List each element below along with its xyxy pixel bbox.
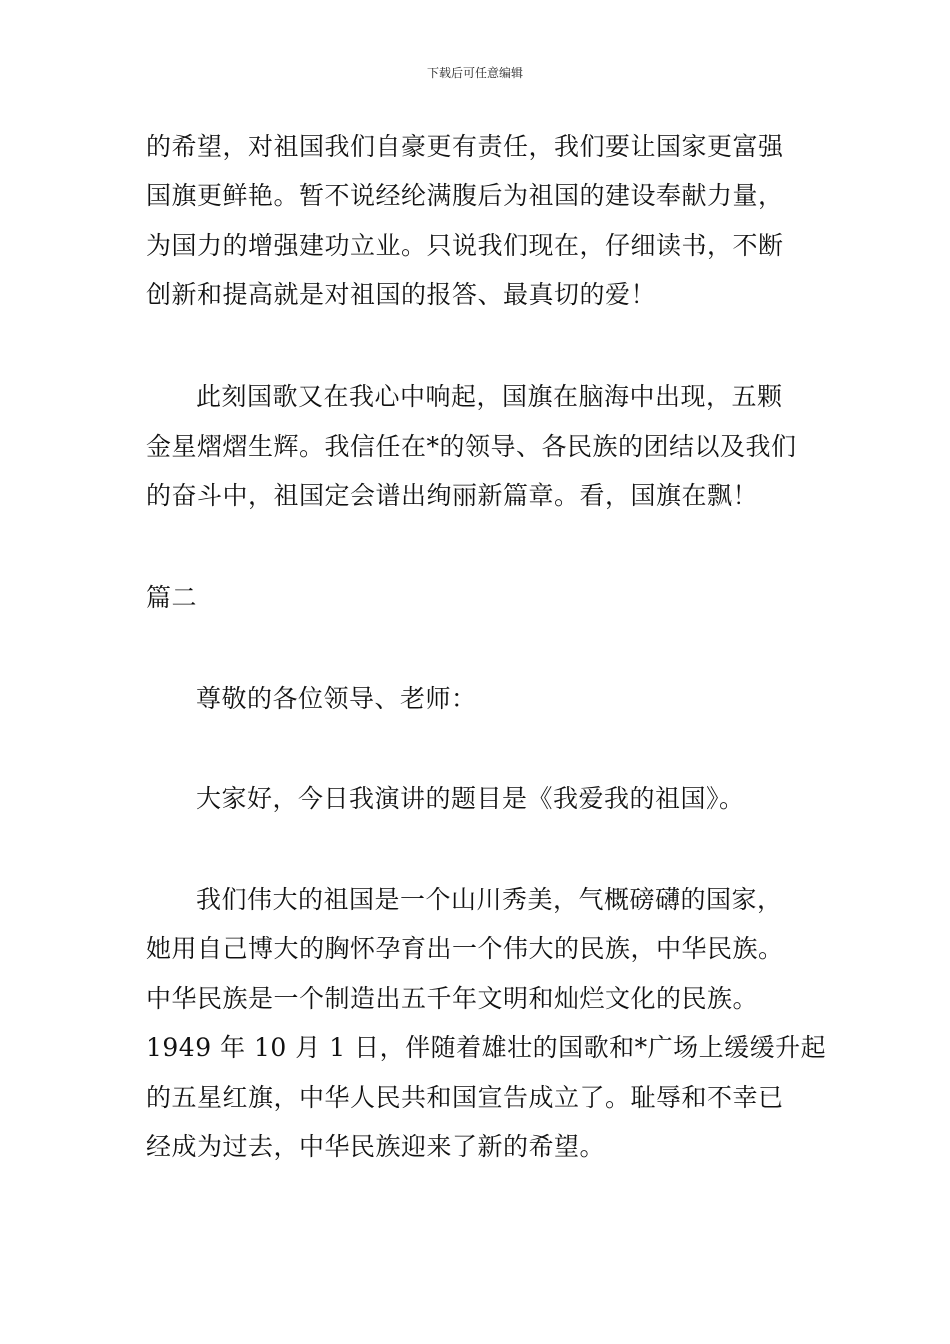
text-line: 创新和提高就是对祖国的报答、最真切的爱！ bbox=[146, 280, 657, 309]
text-line: 的五星红旗，中华人民共和国宣告成立了。耻辱和不幸已 bbox=[146, 1083, 784, 1112]
section-heading: 篇二 bbox=[146, 583, 198, 612]
salutation: 尊敬的各位领导、老师： bbox=[196, 684, 477, 713]
text-line: 她用自己博大的胸怀孕育出一个伟大的民族，中华民族。 bbox=[146, 934, 784, 963]
page-header: 下载后可任意编辑 bbox=[426, 66, 523, 80]
text-line: 大家好，今日我演讲的题目是《我爱我的祖国》。 bbox=[196, 784, 745, 813]
text-line: 国旗更鲜艳。暂不说经纶满腹后为祖国的建设奉献力量， bbox=[146, 181, 784, 210]
text-line: 金星熠熠生辉。我信任在*的领导、各民族的团结以及我们 bbox=[146, 432, 797, 461]
text-line: 此刻国歌又在我心中响起，国旗在脑海中出现，五颗 bbox=[196, 382, 783, 411]
text-line: 经成为过去，中华民族迎来了新的希望。 bbox=[146, 1132, 606, 1161]
text-line: 为国力的增强建功立业。只说我们现在，仔细读书，不断 bbox=[146, 231, 784, 260]
text-line: 中华民族是一个制造出五千年文明和灿烂文化的民族。 bbox=[146, 984, 759, 1013]
text-line: 的奋斗中，祖国定会谱出绚丽新篇章。看，国旗在飘！ bbox=[146, 481, 759, 510]
text-line: 1949 年 10 月 1 日，伴随着雄壮的国歌和*广场上缓缓升起 bbox=[146, 1033, 827, 1062]
text-line: 我们伟大的祖国是一个山川秀美，气概磅礴的国家， bbox=[196, 885, 783, 914]
text-line: 的希望，对祖国我们自豪更有责任，我们要让国家更富强 bbox=[146, 132, 784, 161]
